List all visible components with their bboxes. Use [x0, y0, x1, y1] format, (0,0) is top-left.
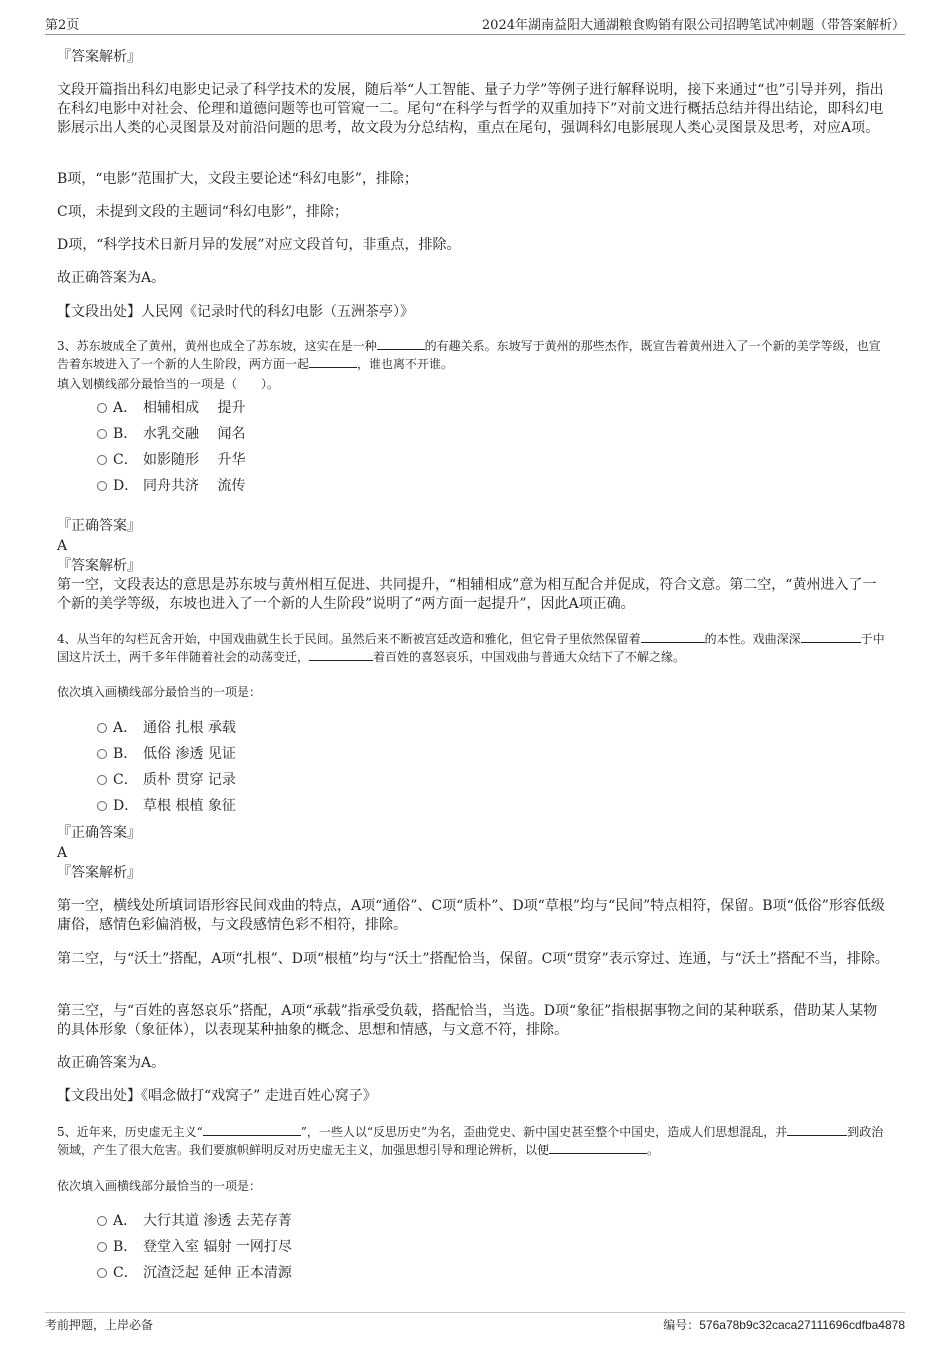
correct-answer-label: 『正确答案』	[57, 825, 141, 841]
question-3-option-a[interactable]: A． 相辅相成 提升	[97, 398, 245, 418]
question-5-option-b[interactable]: B． 登堂入室 辐射 一网打尽	[97, 1237, 292, 1257]
blank-line	[377, 337, 425, 350]
analysis-paragraph: 第一空，文段表达的意思是苏东坡与黄州相互促进、共同提升，“相辅相成”意为相互配合并促成，符合文意。第二空，“黄州进入了一个新的美学等级，东坡也进入了一个新的人生阶段”说明了“两方面一起提升”，因此A项正确。	[57, 577, 877, 612]
blank-line	[801, 630, 861, 643]
radio-icon[interactable]	[97, 801, 107, 811]
question-5-stem: 5、近年来，历史虚无主义“ ”，一些人以“反思历史”为名，歪曲党史、新中国史甚至整个中国史，造成人们思想混乱，并 到政治领域，产生了很大危害。我们要旗帜鲜明反对历史虚无主义，加强思想引导和理论辨析，以便 。	[57, 1125, 884, 1157]
radio-icon[interactable]	[97, 403, 107, 413]
radio-icon[interactable]	[97, 455, 107, 465]
source-citation: 【文段出处】人民网《记录时代的科幻电影（五洲茶亭）》	[57, 304, 414, 320]
analysis-option-b: B项，“电影”范围扩大，文段主要论述“科幻电影”，排除；	[57, 171, 418, 187]
correct-answer: A	[57, 538, 68, 554]
radio-icon[interactable]	[97, 775, 107, 785]
correct-answer-label: 『正确答案』	[57, 518, 141, 534]
answer-statement: 故正确答案为A。	[57, 1055, 166, 1071]
blank-line	[549, 1141, 647, 1154]
analysis-option-c: C项，未提到文段的主题词“科幻电影”，排除；	[57, 204, 349, 220]
blank-line	[203, 1123, 301, 1136]
question-4-option-b[interactable]: B． 低俗 渗透 见证	[97, 744, 236, 764]
question-4-stem: 4、从当年的勾栏瓦舍开始，中国戏曲就生长于民间。虽然后来不断被宫廷改造和雅化，但它骨子里依然保留着 的本性。戏曲深深 于中国这片沃土，两千多年伴随着社会的动荡变迁， 着百姓的喜怒哀乐，中国戏曲与普通大众结下了不解之缘。	[57, 632, 885, 664]
radio-icon[interactable]	[97, 749, 107, 759]
analysis-option-d: D项，“科学技术日新月异的发展”对应文段首句，非重点，排除。	[57, 237, 461, 253]
blank-line	[309, 355, 357, 368]
radio-icon[interactable]	[97, 1216, 107, 1226]
analysis-label: 『答案解析』	[57, 558, 141, 574]
question-5-prompt: 依次填入画横线部分最恰当的一项是：	[57, 1179, 262, 1193]
correct-answer: A	[57, 845, 68, 861]
footer-slogan: 考前押题，上岸必备	[45, 1318, 154, 1332]
question-3-option-c[interactable]: C． 如影随形 升华	[97, 450, 245, 470]
document-title: 2024年湖南益阳大通湖粮食购销有限公司招聘笔试冲刺题（带答案解析）	[481, 18, 905, 33]
analysis-label: 『答案解析』	[57, 49, 141, 65]
radio-icon[interactable]	[97, 1242, 107, 1252]
question-3-stem: 3、苏东坡成全了黄州，黄州也成全了苏东坡，这实在是一种 的有趣关系。东坡写于黄州的那些杰作，既宣告着黄州进入了一个新的美学等级，也宣告着东坡进入了一个新的人生阶段，两方面一起 ，谁也离不开谁。	[57, 339, 881, 371]
question-5-option-a[interactable]: A． 大行其道 渗透 去芜存菁	[97, 1211, 292, 1231]
analysis-paragraph-3: 第三空，与“百姓的喜怒哀乐”搭配，A项“承载”指承受负载，搭配恰当，当选。D项“象征”指根据事物之间的某种联系，借助某人某物的具体形象（象征体），以表现某种抽象的概念、思想和情感，与文意不符，排除。	[57, 1003, 878, 1038]
page-footer	[45, 1312, 905, 1338]
radio-icon[interactable]	[97, 429, 107, 439]
question-5-option-c[interactable]: C． 沉渣泛起 延伸 正本清源	[97, 1263, 292, 1283]
question-3-option-b[interactable]: B． 水乳交融 闻名	[97, 424, 245, 444]
page-number: 第2页	[45, 18, 80, 33]
analysis-label: 『答案解析』	[57, 865, 141, 881]
blank-line	[787, 1123, 847, 1136]
source-citation: 【文段出处】《唱念做打“戏窝子” 走进百姓心窝子》	[57, 1088, 377, 1104]
question-4-option-d[interactable]: D． 草根 根植 象征	[97, 796, 236, 816]
blank-line	[309, 648, 373, 661]
radio-icon[interactable]	[97, 723, 107, 733]
document-code: 编号：576a78b9c32caca27111696cdfba4878	[663, 1318, 905, 1332]
question-4-option-a[interactable]: A． 通俗 扎根 承载	[97, 718, 236, 738]
question-4-option-c[interactable]: C． 质朴 贯穿 记录	[97, 770, 236, 790]
analysis-paragraph-2: 第二空，与“沃土”搭配，A项“扎根”、D项“根植”均与“沃土”搭配恰当，保留。C项“贯穿”表示穿过、连通，与“沃土”搭配不当，排除。	[57, 951, 889, 967]
question-3-option-d[interactable]: D． 同舟共济 流传	[97, 476, 245, 496]
analysis-paragraph: 文段开篇指出科幻电影史记录了科学技术的发展，随后举“人工智能、量子力学”等例子进行解释说明，接下来通过“也”引导并列，指出在科幻电影中对社会、伦理和道德问题等也可管窥一二。尾句“在科学与哲学的双重加持下”对前文进行概括总结并得出结论，即科幻电影展示出人类的心灵图景及对前沿问题的思考，故文段为分总结构，重点在尾句，强调科幻电影展现人类心灵图景及思考，对应A项。	[57, 82, 884, 136]
answer-statement: 故正确答案为A。	[57, 270, 166, 286]
question-3-prompt: 填入划横线部分最恰当的一项是（ ）。	[57, 377, 280, 391]
radio-icon[interactable]	[97, 1268, 107, 1278]
analysis-paragraph-1: 第一空，横线处所填词语形容民间戏曲的特点，A项“通俗”、C项“质朴”、D项“草根”均与“民间”特点相符，保留。B项“低俗”形容低级庸俗，感情色彩偏消极，与文段感情色彩不相符，排除。	[57, 898, 885, 933]
page-header	[45, 14, 905, 35]
blank-line	[641, 630, 705, 643]
question-4-prompt: 依次填入画横线部分最恰当的一项是：	[57, 685, 262, 699]
radio-icon[interactable]	[97, 481, 107, 491]
